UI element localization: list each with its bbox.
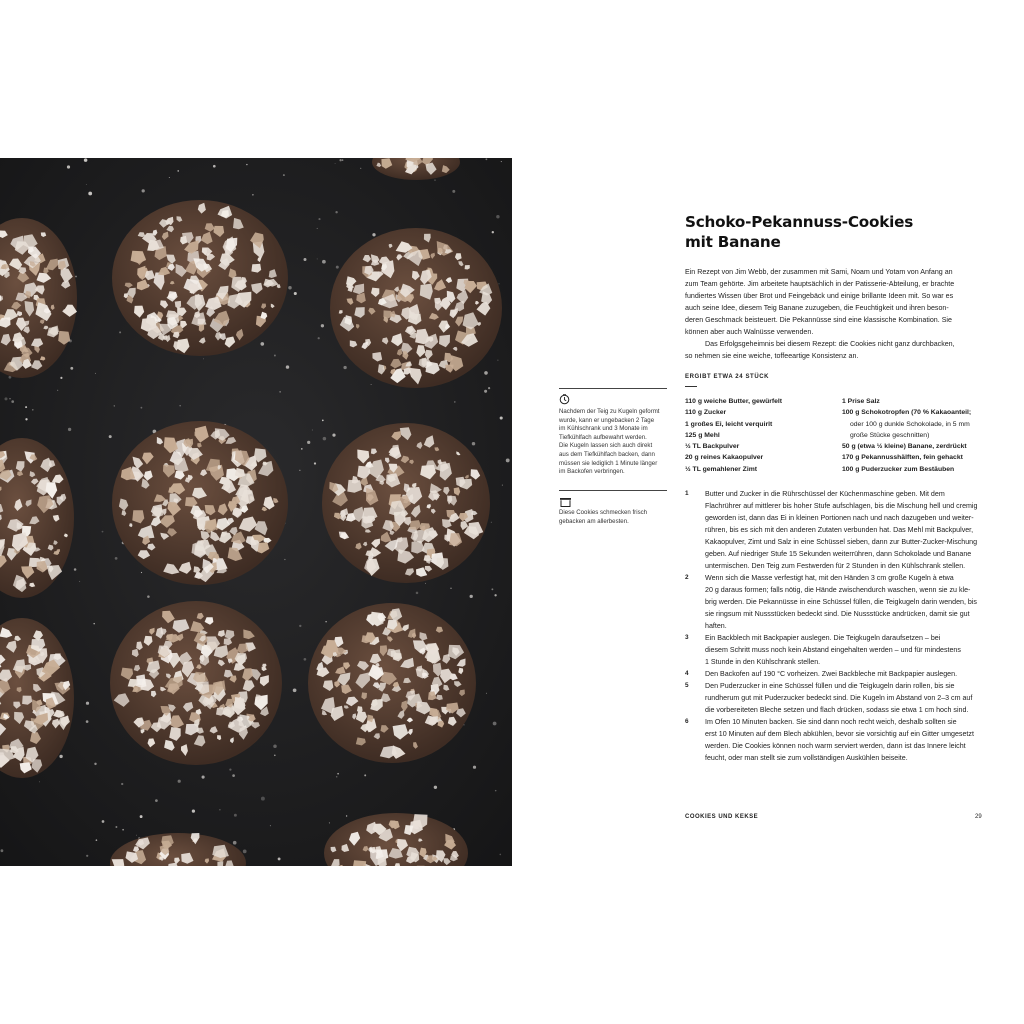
step-line: diesem Schritt muss noch kein Abstand eingehalten werden – und für mindestens — [705, 646, 961, 654]
ingredient: 100 g Puderzucker zum Bestäuben — [842, 465, 955, 473]
title-line: Schoko-Pekannuss-Cookies — [685, 213, 914, 231]
sugar-speck — [39, 781, 40, 782]
sugar-speck — [372, 233, 375, 236]
sugar-speck — [192, 809, 195, 812]
step-line: feucht, oder man stellt sie zum vollständigen Auskühlen beiseite. — [705, 754, 908, 762]
method-step — [685, 488, 985, 572]
sugar-speck — [79, 581, 80, 582]
recipe-intro — [685, 266, 983, 362]
intro-line: zum Team gehörte. Jim arbeitete hauptsächlich in der Patisserie-Abteilung, er brachte — [685, 280, 955, 288]
recipe-title — [685, 212, 985, 252]
sugar-speck — [114, 405, 115, 406]
sugar-speck — [416, 592, 419, 595]
sugar-speck — [233, 841, 237, 845]
ingredient: 20 g reines Kakaopulver — [685, 454, 764, 462]
sugar-speck — [203, 359, 204, 360]
sugar-speck — [273, 744, 277, 748]
step-line: sie ringsum mit Nussstücken bedeckt sind. Die Nussstücke andrücken, damit sie gut — [705, 610, 970, 618]
sugar-speck — [491, 522, 492, 523]
sugar-speck — [425, 583, 426, 584]
step-line: 1 Stunde in den Kühlschrank stellen. — [705, 658, 821, 666]
sugar-speck — [492, 231, 494, 233]
sugar-speck — [11, 400, 14, 403]
sugar-speck — [322, 260, 326, 264]
step-text — [705, 488, 985, 572]
step-number: 2 — [685, 574, 689, 581]
sugar-speck — [496, 215, 499, 218]
sugar-speck — [335, 163, 336, 164]
sugar-speck — [74, 568, 77, 571]
ingredient: ½ TL Backpulver — [685, 443, 740, 451]
sugar-speck — [234, 814, 237, 817]
sugar-speck — [304, 258, 307, 261]
sugar-speck — [141, 572, 142, 573]
sugar-speck — [4, 397, 7, 400]
sugar-speck — [115, 826, 117, 828]
sugar-speck — [202, 776, 205, 779]
page-number: 29 — [975, 814, 982, 820]
sugar-speck — [498, 283, 499, 284]
sugar-speck — [75, 276, 77, 278]
intro-line: auch seine Idee, diesem Teig Banane zuzugeben, die Feuchtigkeit und ihren beson- — [685, 304, 949, 312]
sugar-speck — [339, 159, 341, 161]
sugar-speck — [274, 755, 276, 757]
tip-line: im Kühlschrank und 3 Monate im — [559, 425, 648, 433]
intro-line: Das Erfolgsgeheimnis bei diesem Rezept: die Cookies nicht ganz durchbacken, — [705, 340, 955, 348]
sugar-speck — [493, 722, 497, 726]
ingredient: 1 Prise Salz — [842, 398, 880, 405]
sugar-speck — [102, 531, 104, 533]
sugar-speck — [502, 485, 503, 486]
method-step — [685, 572, 985, 632]
sugar-speck — [155, 799, 158, 802]
sugar-speck — [260, 342, 264, 346]
sugar-speck — [494, 594, 496, 596]
sugar-speck — [329, 822, 330, 823]
sugar-speck — [317, 258, 318, 259]
sugar-speck — [286, 365, 289, 368]
intro-line: deren Geschmack beisteuert. Die Pekannüsse sind eine klassische Kombination. Sie — [685, 316, 952, 324]
sugar-speck — [318, 337, 320, 339]
sugar-speck — [9, 398, 10, 399]
sugar-speck — [301, 448, 303, 450]
sugar-speck — [499, 854, 501, 856]
sugar-speck — [219, 809, 220, 810]
sugar-speck — [274, 355, 276, 357]
sugar-speck — [336, 266, 339, 269]
title-line: mit Banane — [685, 233, 781, 251]
intro-line: können aber auch Walnüsse verwenden. — [685, 328, 814, 336]
sugar-speck — [346, 815, 347, 816]
sugar-speck — [450, 588, 451, 589]
step-line: Butter und Zucker in die Rührschüssel der Küchenmaschine geben. Mit dem — [705, 490, 945, 498]
sugar-speck — [180, 405, 181, 406]
step-line: Wenn sich die Masse verfestigt hat, mit den Händen 3 cm große Kugeln à etwa — [705, 574, 954, 582]
ingredient: 110 g weiche Butter, gewürfelt — [685, 398, 783, 405]
sugar-speck — [270, 825, 271, 826]
sugar-speck — [102, 820, 105, 823]
step-line: Kakaopulver, Zimt und Salz in eine Schüssel sieben, dann zur Butter-Zucker-Mischung — [705, 538, 978, 546]
sugar-speck — [95, 373, 96, 374]
sugar-speck — [109, 435, 112, 438]
sugar-speck — [140, 815, 143, 818]
sugar-speck — [84, 158, 88, 162]
sugar-speck — [67, 165, 70, 168]
sugar-speck — [321, 324, 324, 327]
method-step — [685, 716, 985, 764]
sugar-speck — [452, 190, 455, 193]
step-number: 4 — [685, 670, 689, 677]
sugar-speck — [486, 693, 487, 694]
step-line: untermischen. Den Teig zum Festwerden für 2 Stunden in den Kühlschrank stellen. — [705, 562, 966, 570]
sugar-speck — [343, 366, 346, 369]
intro-line: so nehmen sie eine weiche, toffeeartige Konsistenz an. — [685, 352, 859, 360]
step-text — [705, 680, 985, 716]
ingredient: 170 g Pekannusshälften, fein gehackt — [842, 454, 963, 462]
intro-line: fundiertes Wissen über Brot und Feingebäck und einige brillante Ideen mit. So war es — [685, 292, 954, 300]
ingredient: große Stücke geschnitten) — [850, 431, 930, 439]
tip-line: wurde, kann er ungebacken 2 Tage — [559, 416, 655, 424]
storage-tip — [559, 408, 667, 477]
sidebar-top-rule — [559, 388, 667, 389]
cookie — [110, 601, 282, 765]
sugar-speck — [314, 462, 316, 464]
sugar-speck — [470, 595, 473, 598]
yield-rule — [685, 386, 697, 387]
sugar-speck — [312, 429, 313, 430]
sugar-speck — [93, 623, 95, 625]
intro-line: Ein Rezept von Jim Webb, der zusammen mit Sami, Noam und Yotam von Anfang an — [685, 268, 953, 276]
sugar-speck — [122, 829, 124, 831]
sugar-speck — [336, 776, 338, 778]
sugar-speck — [497, 360, 498, 361]
sugar-speck — [364, 774, 366, 776]
sugar-speck — [246, 164, 247, 165]
sugar-speck — [140, 407, 142, 409]
sugar-speck — [136, 835, 137, 836]
sugar-speck — [501, 161, 502, 162]
sugar-speck — [59, 755, 62, 758]
sugar-speck — [323, 437, 327, 441]
recipe-yield: ERGIBT ETWA 24 STÜCK — [685, 374, 770, 380]
sugar-speck — [472, 442, 475, 445]
method-step — [685, 668, 985, 680]
step-line: Den Backofen auf 190 °C vorheizen. Zwei Backbleche mit Backpapier auslegen. — [705, 670, 958, 678]
sugar-speck — [229, 768, 231, 770]
tip-line: Die Kugeln lassen sich auch direkt — [559, 442, 653, 450]
ingredients-left — [685, 396, 782, 475]
sugar-speck — [434, 786, 437, 789]
ingredient: 1 großes Ei, leicht verquirlt — [685, 420, 773, 428]
step-line: erst 10 Minuten auf dem Blech abkühlen, bevor sie vorsichtig auf ein Gitter umgesetzt — [705, 730, 974, 738]
tip-line: Tiefkühlfach aufbewahrt werden. — [559, 433, 647, 441]
ingredient: ½ TL gemahlener Zimt — [685, 465, 758, 473]
sugar-speck — [337, 773, 339, 775]
sugar-speck — [307, 441, 310, 444]
method-steps — [685, 488, 985, 764]
ingredient: 110 g Zucker — [685, 409, 727, 417]
sugar-speck — [32, 409, 34, 411]
cookies-photo — [0, 158, 512, 866]
sugar-speck — [279, 391, 280, 392]
sugar-speck — [299, 470, 300, 471]
sugar-speck — [284, 559, 285, 560]
step-text — [705, 572, 985, 632]
section-label: COOKIES UND KEKSE — [685, 814, 759, 820]
step-line: 20 g daraus formen; falls nötig, die Hände zwischendurch waschen, wenn sie zu kle- — [705, 586, 971, 594]
step-line: Im Ofen 10 Minuten backen. Sie sind dann noch recht weich, deshalb sollten sie — [705, 718, 957, 726]
step-number: 6 — [685, 718, 689, 725]
sugar-speck — [332, 434, 335, 437]
method-step — [685, 680, 985, 716]
sugar-speck — [213, 165, 216, 168]
step-number: 3 — [685, 634, 689, 641]
sugar-speck — [232, 774, 235, 777]
step-line: rühren, bis es sich mit den anderen Zutaten verbunden hat. Das Mehl mit Backpulver, — [705, 526, 974, 534]
sugar-speck — [60, 377, 62, 379]
ingredient: 50 g (etwa ½ kleine) Banane, zerdrückt — [842, 443, 967, 451]
step-line: die vorbereiteten Bleche setzen und flach drücken, sodass sie etwa 1 cm hoch sind. — [705, 706, 969, 714]
sugar-speck — [473, 766, 476, 769]
ingredients-right — [842, 396, 971, 475]
sugar-speck — [304, 658, 307, 661]
sugar-speck — [335, 211, 337, 213]
sugar-speck — [86, 720, 89, 723]
sugar-speck — [283, 174, 285, 176]
tip-line: Diese Cookies schmecken frisch — [559, 509, 648, 516]
sugar-speck — [147, 595, 150, 598]
sugar-speck — [506, 458, 510, 462]
tip-line: gebacken am allerbesten. — [559, 517, 629, 525]
step-number: 1 — [685, 490, 689, 497]
sugar-speck — [485, 158, 487, 160]
sugar-speck — [1, 849, 4, 852]
cookie — [112, 421, 288, 585]
sugar-speck — [491, 588, 493, 590]
tip-line: im Backofen verbringen. — [559, 468, 625, 476]
sugar-speck — [178, 780, 181, 783]
tip-line: aus dem Tiefkühlfach backen, dann — [559, 450, 655, 458]
sugar-speck — [119, 331, 121, 333]
sugar-speck — [243, 850, 247, 854]
cookie — [308, 603, 476, 763]
sugar-speck — [360, 168, 361, 169]
sugar-speck — [121, 783, 123, 785]
sugar-speck — [484, 371, 488, 375]
sugar-speck — [86, 855, 88, 857]
sugar-speck — [261, 797, 265, 801]
method-step — [685, 632, 985, 668]
step-line: Den Puderzucker in eine Schüssel füllen und die Teigkugeln darin rollen, bis sie — [705, 682, 955, 690]
step-line: rundherum gut mit Puderzucker bedeckt sind. Die Kugeln im Abstand von 2–3 cm auf — [705, 694, 973, 702]
sugar-speck — [299, 625, 301, 627]
serving-tip — [559, 509, 667, 526]
ingredient: oder 100 g dunkle Schokolade, in 5 mm — [850, 420, 970, 428]
step-line: Ein Backblech mit Backpapier auslegen. Die Teigkugeln daraufsetzen – bei — [705, 634, 941, 642]
sugar-speck — [294, 292, 297, 295]
tip-line: Nachdem der Teig zu Kugeln geformt — [559, 408, 660, 415]
sugar-speck — [57, 390, 58, 391]
sugar-speck — [96, 839, 98, 841]
sugar-speck — [342, 159, 343, 160]
sugar-speck — [177, 170, 179, 172]
step-number: 5 — [685, 682, 689, 689]
sugar-speck — [115, 557, 118, 560]
step-text — [705, 716, 985, 764]
sugar-speck — [169, 177, 170, 178]
sugar-speck — [278, 857, 281, 860]
sugar-speck — [288, 286, 291, 289]
tip-line: müssen sie lediglich 1 Minute länger — [559, 459, 658, 467]
sugar-speck — [488, 387, 490, 389]
step-line: geworden ist, dann das Ei in kleinen Portionen nach und nach dazugeben und weiter- — [705, 514, 974, 522]
sugar-speck — [293, 688, 297, 692]
sidebar-mid-rule — [559, 490, 667, 491]
sugar-speck — [322, 420, 324, 422]
sugar-speck — [318, 218, 320, 220]
step-line: haften. — [705, 622, 727, 630]
sugar-speck — [88, 192, 92, 196]
step-line: Flachrührer auf mittlerer bis hoher Stufe aufschlagen, bis die Mischung hell und cremig — [705, 502, 978, 510]
step-line: geben. Auf niedriger Stufe 15 Sekunden weiterrühren, dann Schokolade und Banane — [705, 550, 972, 558]
step-text — [705, 632, 985, 668]
step-line: brig werden. Die Pekannüsse in eine Schüssel füllen, die Teigkugeln darin wenden, bis — [705, 598, 977, 606]
sugar-speck — [500, 416, 503, 419]
sugar-speck — [317, 228, 318, 229]
sugar-speck — [68, 428, 71, 431]
sugar-speck — [94, 763, 96, 765]
cookie — [322, 423, 490, 583]
cookie — [112, 200, 288, 356]
sugar-speck — [495, 790, 497, 792]
sugar-speck — [25, 418, 27, 420]
ingredient: 125 g Mehl — [685, 431, 720, 439]
sugar-speck — [86, 184, 87, 185]
sugar-speck — [252, 194, 254, 196]
sugar-speck — [454, 401, 456, 403]
cookie — [330, 228, 502, 388]
step-text — [705, 668, 985, 680]
sugar-speck — [70, 367, 73, 370]
sugar-speck — [484, 390, 487, 393]
ingredient: 100 g Schokotropfen (70 % Kakaoanteil; — [842, 409, 972, 417]
step-line: werden. Die Cookies können noch warm serviert werden, dann ist das Innere leicht — [705, 742, 966, 750]
sugar-speck — [25, 406, 27, 408]
sugar-speck — [435, 180, 436, 181]
sugar-speck — [142, 189, 145, 192]
sugar-speck — [86, 702, 89, 705]
sugar-speck — [371, 384, 372, 385]
sugar-speck — [325, 621, 326, 622]
